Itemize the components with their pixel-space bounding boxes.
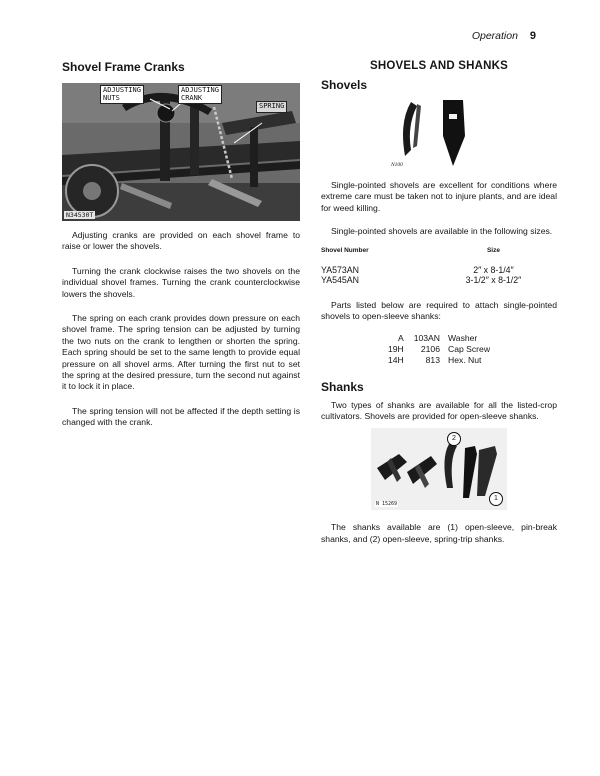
right-column [321,60,557,545]
part-description: Cap Screw [448,343,491,354]
shovel-illustration [391,96,487,168]
shovels-heading: Shovels [321,78,368,92]
paragraph-cranks-intro: Adjusting cranks are provided on each shovel frame to raise or lower the shovels. [62,230,300,252]
callout-number-1: 1 [489,492,503,506]
part-description: Washer [448,332,478,343]
shovel-number-cell: YA573AN [321,264,359,275]
shovel-figure-id: N100 [391,162,403,168]
shovel-number-cell: YA545AN [321,275,359,286]
part-prefix: A [397,332,404,343]
paragraph-depth-setting: The spring tension will not be affected if the depth setting is changed with the crank. [62,405,300,428]
table-header-row [321,247,557,265]
size-cell: 2″ x 8-1/4″ [473,264,514,275]
shovel-frame-crank-photo [62,83,300,221]
paragraph-single-point-shovels: Single-pointed shovels are excellent for conditions where extreme care must be taken not to injure plants, and are ideal for weed killing. [321,180,557,213]
column-header-shovel-number: Shovel Number [321,246,369,254]
shanks-heading: Shanks [321,379,364,394]
paragraph-spring-tension: The spring on each crank provides down pressure on each shovel frame. The spring tension can be adjusted by turning the two nuts on the crank to lengthen or shorten the spring. Each spring should be set to the same length to provide equal pressure on all shovel arms. After turning the first nut to set the spring at the desired pressure, turn the second nut against it to lock it in place. [62,313,300,392]
table-row [321,265,557,276]
part-number: 813 [425,354,440,365]
adjusting-nuts-callout: ADJUSTING NUTS [100,85,144,104]
table-row [321,275,557,286]
single-point-shovel-figure [391,96,487,168]
parts-list-table [388,333,490,366]
shovel-sizes-table [321,247,557,286]
shanks-figure [371,428,507,510]
paragraph-parts-required: Parts listed below are required to attach single-pointed shovels to open-sleeve shanks: [321,299,557,322]
shovels-and-shanks-heading: SHOVELS AND SHANKS [370,60,508,72]
size-cell: 3-1/2″ x 8-1/2″ [465,275,522,286]
parts-row [388,333,490,344]
paragraph-crank-direction: Turning the crank clockwise raises the two shovels on the individual shovel frames. Turning the crank counterclockwise lowers the shovels. [62,265,300,299]
part-number: 2106 [420,343,440,354]
shanks-illustration [371,428,507,510]
section-title: Operation [471,30,518,42]
parts-row [388,355,490,366]
part-description: Hex. Nut [448,354,482,365]
paragraph-shanks-available: The shanks available are (1) open-sleeve, pin-break shanks, and (2) open-sleeve, spring-trip shanks. [321,522,557,544]
paragraph-available-sizes: Single-pointed shovels are available in the following sizes. [331,226,553,237]
paragraph-shank-types: Two types of shanks are available for all the listed-crop cultivators. Shovels are provided for open-sleeve shanks. [321,399,557,422]
part-prefix: 14H [387,354,404,365]
adjusting-crank-callout: ADJUSTING CRANK [178,85,222,104]
shanks-figure-id: N 15269 [376,501,398,508]
part-number: 103AN [413,332,440,343]
column-header-size: Size [486,246,500,254]
photo-id-label: N34530T [66,211,94,219]
left-column [62,60,300,429]
part-prefix: 19H [387,343,404,354]
page-number: 9 [529,30,536,42]
callout-number-2: 2 [447,432,461,446]
page-header [472,30,536,42]
parts-row [388,344,490,355]
spring-callout: SPRING [256,101,287,113]
shovel-frame-cranks-heading: Shovel Frame Cranks [62,60,185,74]
